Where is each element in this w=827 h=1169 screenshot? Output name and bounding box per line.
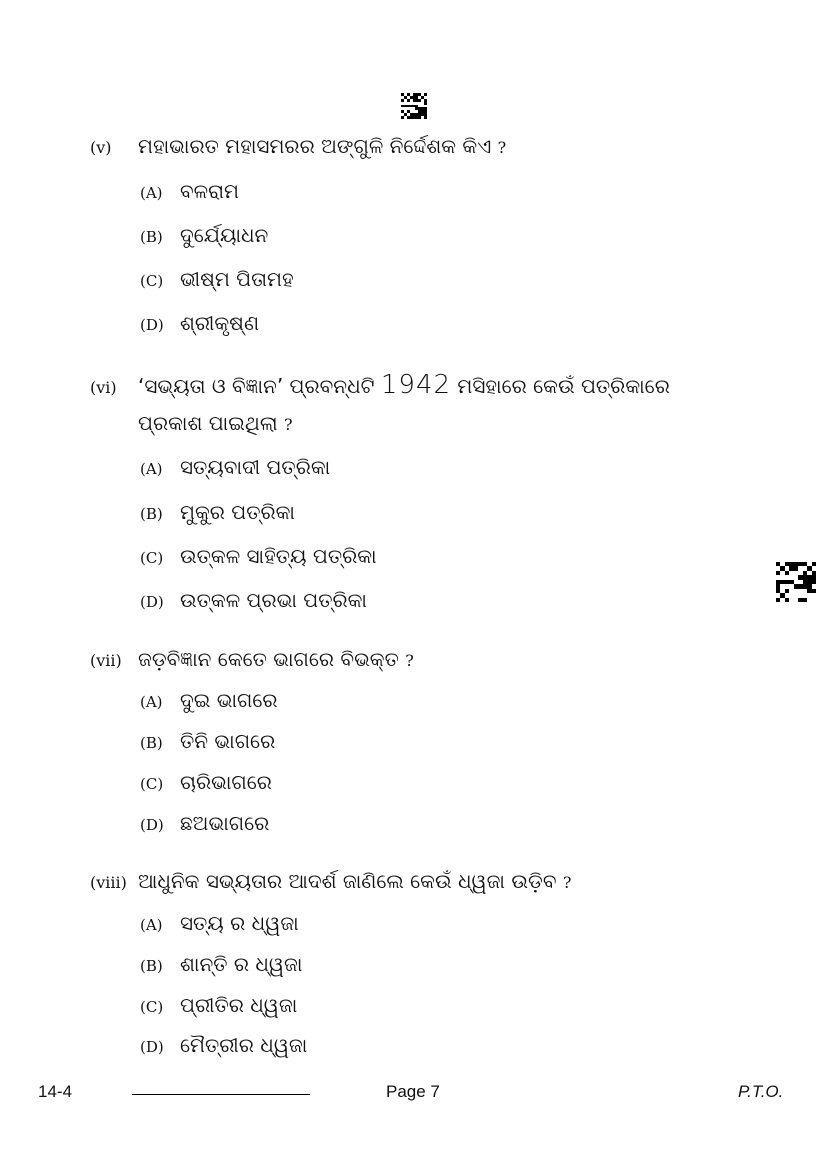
option-viii-a — [140, 909, 299, 939]
question-number: (v) — [90, 138, 112, 157]
paper-code: 14-4 — [38, 1082, 73, 1101]
option-letter: (A) — [140, 184, 163, 202]
option-text: ଉତ୍କଳ ସାହିତ୍ୟ ପତ୍ରିକା — [180, 544, 377, 568]
side-qr-code — [776, 562, 816, 602]
option-text: ପ୍ରୀତିର ଧ୍ୱଜା — [180, 993, 298, 1017]
question-stem-part1: ‘ସଭ୍ୟତା ଓ ବିଜ୍ଞାନ’ ପ୍ରବନ୍ଧଟି — [138, 374, 375, 398]
option-text: ଦୁଇ ଭାଗରେ — [180, 688, 278, 712]
option-v-a — [140, 177, 239, 207]
option-letter: (B) — [140, 734, 163, 752]
option-letter: (B) — [140, 228, 163, 246]
option-letter: (D) — [140, 593, 164, 611]
option-v-c — [140, 265, 294, 295]
option-text: ଛଅଭାଗରେ — [180, 811, 270, 835]
option-letter: (A) — [140, 460, 163, 478]
option-viii-d — [140, 1031, 307, 1061]
question-mark: ? — [497, 138, 507, 157]
option-text: ଶାନ୍ତି ର ଧ୍ୱଜା — [180, 952, 303, 976]
question-mark: ? — [562, 873, 572, 892]
question-year: 1942 — [380, 370, 452, 400]
question-mark: ? — [405, 651, 414, 670]
option-viii-b — [140, 950, 302, 980]
option-vii-a — [140, 686, 278, 716]
question-v — [90, 131, 506, 163]
option-text: ଶ୍ରୀକୃଷ୍ଣ — [180, 311, 260, 335]
option-text: ସତ୍ୟ ର ଧ୍ୱଜା — [180, 911, 299, 935]
option-vii-b — [140, 727, 275, 757]
question-mark: ? — [283, 415, 293, 434]
question-stem-part2: ମସିହାରେ କେଉଁ ପତ୍ରିକାରେ — [457, 374, 670, 398]
option-v-d — [140, 309, 259, 339]
option-text: ବଳରାମ — [180, 179, 239, 203]
option-text: ଭୀଷ୍ମ ପିତାମହ — [180, 267, 294, 291]
option-viii-c — [140, 991, 297, 1021]
question-stem-part3: ପ୍ରକାଶ ପାଇଥିଲା — [138, 411, 278, 435]
option-text: ସତ୍ୟବାଦୀ ପତ୍ରିକା — [180, 455, 331, 479]
question-number: (vi) — [90, 378, 117, 397]
option-v-b — [140, 221, 268, 251]
option-text: ତିନି ଭାଗରେ — [180, 729, 276, 753]
page-number: Page 7 — [386, 1082, 440, 1101]
question-number: (vii) — [90, 651, 122, 670]
option-vi-a — [140, 453, 330, 483]
question-stem: ଆଧୁନିକ ସଭ୍ୟତାର ଆଦର୍ଶ ଜାଣିଲେ କେଉଁ ଧ୍ୱଜା ଉଡ଼ିବ — [138, 869, 557, 893]
pto-label: P.T.O. — [738, 1082, 784, 1101]
option-vi-c — [140, 542, 377, 572]
option-vi-d — [140, 586, 367, 616]
option-letter: (A) — [140, 916, 163, 934]
question-vii — [90, 644, 414, 676]
question-viii — [90, 866, 571, 898]
qr-code — [401, 93, 427, 119]
question-vi — [90, 370, 750, 403]
option-text: ଉତ୍କଳ ପ୍ରଭା ପତ୍ରିକା — [180, 588, 367, 612]
option-text: ଚାରିଭାଗରେ — [180, 770, 272, 794]
option-vi-b — [140, 498, 295, 528]
option-letter: (C) — [140, 549, 164, 567]
option-vii-d — [140, 809, 269, 839]
option-letter: (D) — [140, 316, 164, 334]
option-letter: (C) — [140, 775, 164, 793]
question-number: (viii) — [90, 873, 127, 892]
option-letter: (A) — [140, 693, 163, 711]
footer-divider — [132, 1094, 310, 1095]
option-letter: (C) — [140, 272, 164, 290]
question-vi-line2 — [90, 408, 293, 440]
option-text: ମୈତ୍ରୀର ଧ୍ୱଜା — [180, 1033, 308, 1057]
option-vii-c — [140, 768, 272, 798]
option-letter: (B) — [140, 957, 163, 975]
option-text: ମୁକୁର ପତ୍ରିକା — [180, 500, 295, 524]
option-letter: (C) — [140, 998, 164, 1016]
question-stem: ଜଡ଼ବିଜ୍ଞାନ କେତେ ଭାଗରେ ବିଭକ୍ତ — [138, 647, 399, 671]
question-stem: ମହାଭାରତ ମହାସମରର ଅଙ୍ଗୁଳି ନିର୍ଦ୍ଦେଶକ କିଏ — [138, 134, 492, 158]
option-letter: (D) — [140, 816, 164, 834]
option-letter: (D) — [140, 1038, 164, 1056]
option-text: ଦୁର୍ଯ୍ୟୋଧନ — [180, 223, 269, 247]
option-letter: (B) — [140, 505, 163, 523]
